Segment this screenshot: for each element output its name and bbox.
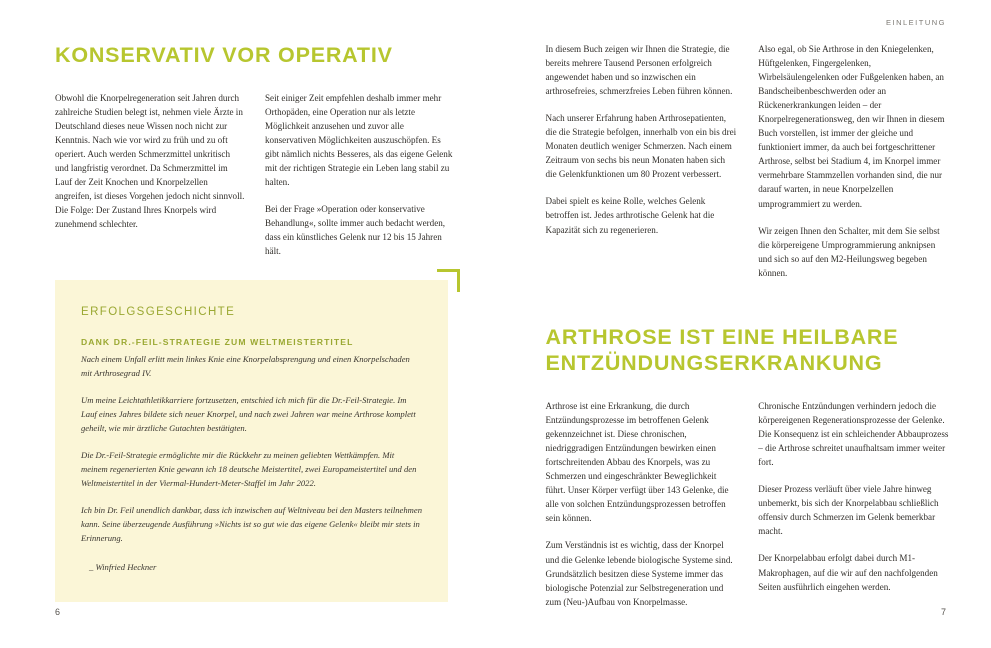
story-paragraph: Die Dr.-Feil-Strategie ermöglichte mir die Rückkehr zu meinen geliebten Wettkämpfen. Mit meinem regenerierten Knie gewann ich 18 deutsche Meistertitel, zwei Europameistertitel und den Weltmeistertitel in der Viermal-Hundert-Meter-Staffel im Jahr 2022. [81,450,417,489]
left-column-1 [55,91,245,259]
section-title-2: ARTHROSE IST EINE HEILBARE ENTZÜNDUNGSERKRANKUNG [545,324,899,376]
right-section-2 [496,324,991,609]
page-number-right: 7 [940,607,946,617]
paragraph: Nach unserer Erfahrung haben Arthrosepatienten, die die Strategie befolgen, innerhalb von ein bis drei Monaten deutlich weniger Schmerzen. Nach einem Zeitraum von sechs bis neun Monaten haben sich die Gelenkfunktionen um 80 Prozent verbessert. [545,113,737,180]
page-number-left: 6 [55,607,61,617]
paragraph: Bei der Frage »Operation oder konservative Behandlung«, sollte immer auch bedacht werden, dass ein künstliches Gelenk nur 12 bis 15 Jahren hält. [265,203,446,257]
right2-column-2 [758,399,951,609]
story-kicker: ERFOLGSGESCHICHTE [81,306,236,319]
paragraph: Also egal, ob Sie Arthrose in den Kniegelenken, Hüftgelenken, Fingergelenken, Wirbelsäulengelenken oder Fußgelenken haben, an Bandscheibenbeschwerden oder an Rückenerkrankungen leiden – der Knorpelregenerationsweg, den wir Ihnen in diesem Buch vorstellen, ist immer der gleiche und funktioniert immer, da auch bei fortgeschrittener Arthrose, selbst bei Stadium 4, im Knorpel immer vermehrbare Stammzellen vorhanden sind, die nur darauf warten, in neue Knorpelzellen umprogrammiert zu werden. [758,44,945,209]
paragraph: Dabei spielt es keine Rolle, welches Gelenk betroffen ist. Jedes arthrotische Gelenk hat die Kapazität sich zu regenerieren. [545,196,715,235]
paragraph: Der Knorpelabbau erfolgt dabei durch M1-Makrophagen, auf die wir auf den nachfolgenden Seiten ausführlich eingehen werden. [758,553,938,592]
paragraph: Obwohl die Knorpelregeneration seit Jahren durch zahlreiche Studien belegt ist, nehmen viele Ärzte in Deutschland dieses neue Wissen noch nicht zur Kenntnis. Nach wie vor wird zu früh und zu oft operiert. Auch werden Schmerzmittel unkritisch und langfristig verordnet. Da Schmerzmittel im Lauf der Zeit Knochen und Knorpelzellen angreifen, ist dieses Vorgehen jedoch nicht sinnvoll. Die Folge: Der Zustand Ihres Knorpels wird zunehmend schlechter. [55,92,245,230]
paragraph: Dieser Prozess verläuft über viele Jahre hinweg unbemerkt, bis sich der Knorpelabbau schließlich offensiv durch Schmerzen im Gelenk bemerkbar macht. [758,484,939,537]
corner-bracket-icon [437,269,460,292]
paragraph: Wir zeigen Ihnen den Schalter, mit dem Sie selbst die körpereigene Umprogrammierung anknipsen und sich so auf den M2-Heilungsweg begeben können. [758,225,940,278]
paragraph: Chronische Entzündungen verhindern jedoch die körpereigenen Regenerationsprozesse der Gelenke. Die Konsequenz ist ein schleichender Abbauprozess – die Arthrose schreitet unaufhaltsam immer weiter fort. [758,401,949,468]
story-signature: _ Winfried Heckner [89,562,157,573]
paragraph: Zum Verständnis ist es wichtig, dass der Knorpel und die Gelenke lebende biologische Systeme sind. Grundsätzlich besitzen diese Systeme immer das biologische Potenzial zur Selbstregeneration und zum (Neu-)Aufbau von Knorpelmasse. [545,540,733,607]
success-story-box [55,280,448,602]
right-column-2 [758,42,951,280]
right-body-columns-1 [496,0,991,280]
page-title: KONSERVATIV VOR OPERATIV [55,43,393,67]
page-right [496,0,991,648]
paragraph: Arthrose ist eine Erkrankung, die durch Entzündungsprozesse im betroffenen Gelenk gekennzeichnet ist. Diese chronischen, niedriggradigen Entzündungen bewirken einen fortschreitenden Abbau des Knorpels, was zu Schmerzen und eingeschränkter Beweglichkeit führt. Unser Körper verfügt über 143 Gelenke, die alle von solchen Entzündungsprozessen betroffen sein können. [545,401,729,524]
right-body-columns-2 [546,399,952,609]
left-body-columns [0,69,496,259]
paragraph: In diesem Buch zeigen wir Ihnen die Strategie, die bereits mehrere Tausend Personen erfolgreich angewendet haben und so inzwischen ein arthrosefreies, schmerzfreies Leben führen können. [545,44,733,97]
paragraph: Seit einiger Zeit empfehlen deshalb immer mehr Orthopäden, eine Operation nur als letzte Möglichkeit anzusehen und zuvor alle konservativen Möglichkeiten auszuschöpfen. Es gibt nämlich nichts Besseres, als das eigene Gelenk mit der richtigen Strategie ein Leben lang stabil zu halten. [265,92,453,187]
right-column-1 [546,42,739,280]
story-paragraph: Ich bin Dr. Feil unendlich dankbar, dass ich inzwischen auf Weltniveau bei den Masters teilnehmen kann. Seine überzeugende Ausführung »Nichts ist so gut wie das eigene Gelenk« bleibt mir stets in Erinnerung. [81,505,422,544]
left-column-2 [265,91,455,259]
story-subhead: DANK DR.-FEIL-STRATEGIE ZUM WELTMEISTERTITEL [81,337,354,348]
running-head: EINLEITUNG [885,18,946,27]
right2-column-1 [546,399,739,609]
story-paragraph: Nach einem Unfall erlitt mein linkes Knie eine Knorpelabsprengung und einen Knorpelschaden mit Arthrosegrad IV. [81,354,410,379]
story-paragraph: Um meine Leichtathletikkarriere fortzusetzen, entschied ich mich für die Dr.-Feil-Strategie. Im Lauf eines Jahres bildete sich neuer Knorpel, und nach zwei Jahren war meine Arthrose komplett geheilt, wie mir ärztliche Gutachten bestätigten. [81,395,416,434]
